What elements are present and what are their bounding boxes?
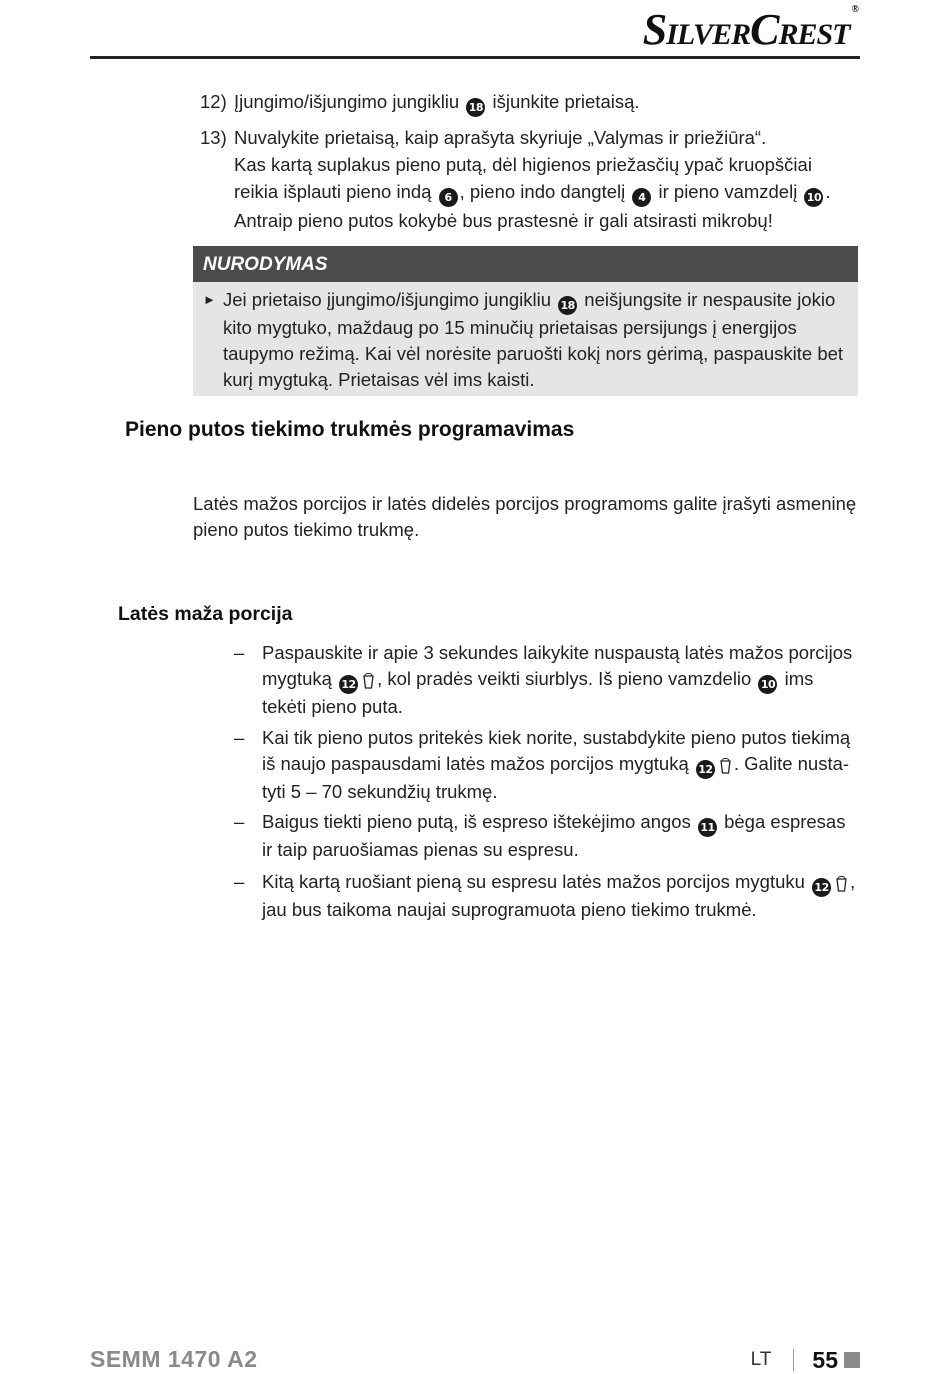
note-body: ► Jei prietaiso įjungimo/išjungimo jungikliu 18 neišjungsite ir nespausite jokio kito mygtuko, maždaug po 15 minučių prietaisas persijungs į energijos taupymo režimą. Kai vėl norėsite paruošti kokį nors gėrimą, paspauskite bet kurį mygtuką. Prietaisas vėl ims kaisti. <box>203 289 844 390</box>
list-item: – Paspauskite ir apie 3 sekundes laikykite nuspaustą latės mažos porcijos mygtuką 12 , kol pradės veikti siurblys. Iš pieno vamzdelio 10 ims tekėti pieno puta. <box>234 642 853 717</box>
ref-number-badge: 12 <box>812 878 831 897</box>
step-12: 12) Įjungimo/išjungimo jungikliu 18 išjunkite prietaisą. <box>200 88 850 117</box>
footer-pagination <box>751 1346 860 1374</box>
footer-separator <box>793 1349 794 1371</box>
ref-number-badge: 12 <box>339 675 358 694</box>
list-item: – Kitą kartą ruošiant pieną su espresu latės mažos porcijos mygtuku 12 , jau bus taikoma naujai suprogramuota pieno tiekimo trukmė. <box>234 871 856 920</box>
bullet-arrow-icon: ► <box>203 292 216 307</box>
brand-logo: SILVERCREST® <box>642 4 858 54</box>
latte-cup-icon <box>719 756 732 774</box>
list-item: – Kai tik pieno putos pritekės kiek norite, sustabdykite pieno putos tiekimą iš naujo paspausdami latės mažos porcijos mygtuką 12 . Galite nusta-tyti 5 – 70 sekundžių trukmę. <box>234 727 851 802</box>
step-number: 13) <box>200 127 227 148</box>
ref-number-badge: 6 <box>439 188 458 207</box>
note-heading: NURODYMAS <box>193 246 858 282</box>
list-item: – Baigus tiekti pieno putą, iš espreso ištekėjimo angos 11 bėga espresas ir taip paruošiamas pienas su espresu. <box>234 811 846 860</box>
latte-cup-icon <box>362 671 375 689</box>
ref-number-badge: 10 <box>804 188 823 207</box>
step-13: 13) Nuvalykite prietaisą, kaip aprašyta skyriuje „Valymas ir priežiūra“. Kas kartą suplakus pieno putą, dėl higienos priežasčių ypač kruopščiai reikia išplauti pieno indą 6 , pieno indo dangtelį 4 ir pieno vamzdelį 10 . Antraip pieno putos kokybė bus prastesnė ir gali atsirasti mikrobų! <box>200 124 850 234</box>
subsection-heading: Latės maža porcija <box>118 603 293 625</box>
ref-number-badge: 10 <box>758 675 777 694</box>
latte-cup-icon <box>835 874 848 892</box>
note-box <box>193 246 858 396</box>
square-marker-icon <box>844 1352 860 1368</box>
ref-number-badge: 18 <box>558 296 577 315</box>
ref-number-badge: 4 <box>632 188 651 207</box>
header-rule <box>90 56 860 59</box>
step-number: 12) <box>200 91 227 112</box>
ref-number-badge: 18 <box>466 98 485 117</box>
footer-language: LT <box>750 1349 772 1370</box>
section-heading: Pieno putos tiekimo trukmės programavimas <box>125 418 575 441</box>
footer-model: SEMM 1470 A2 <box>90 1346 258 1372</box>
ref-number-badge: 11 <box>698 818 717 837</box>
section-intro: Latės mažos porcijos ir latės didelės porcijos programoms galite įrašyti asmeninę pieno putos tiekimo trukmę. <box>193 493 857 540</box>
ref-number-badge: 12 <box>696 760 715 779</box>
page-number: 55 <box>812 1346 838 1373</box>
